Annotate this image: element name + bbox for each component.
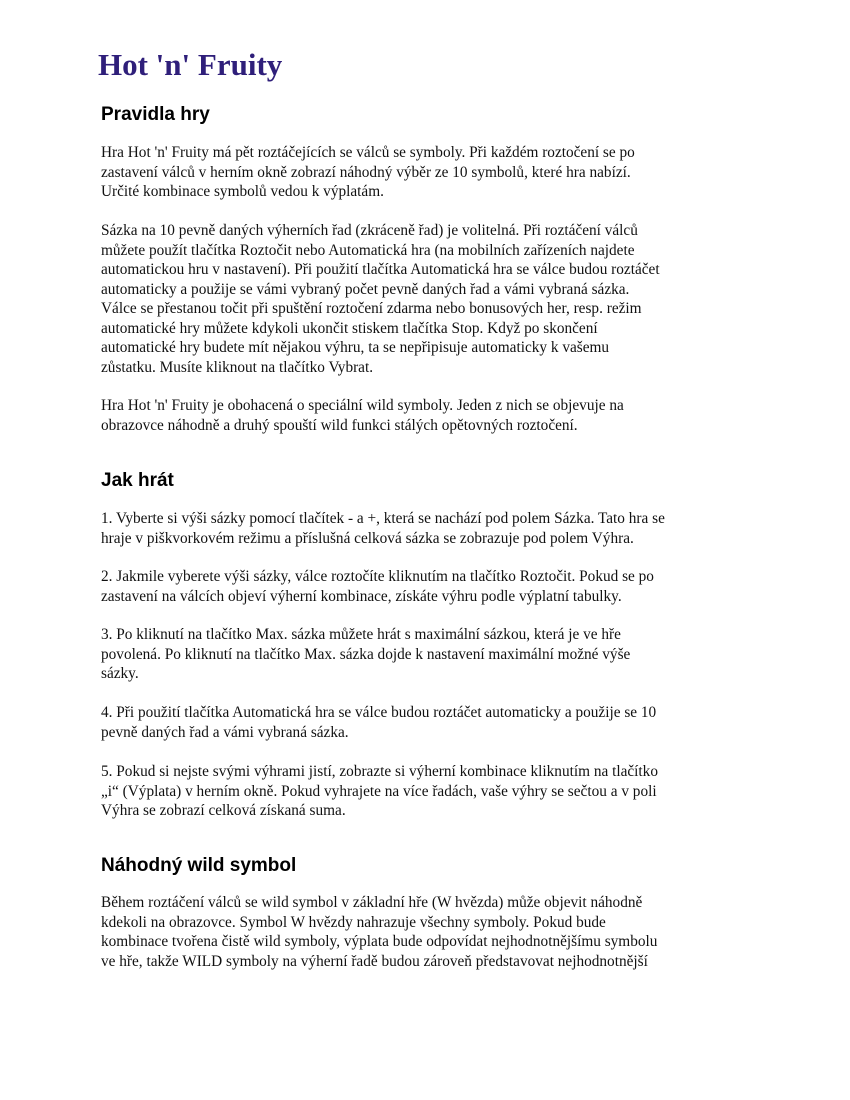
text-line: automatickou hru v nastavení). Při použití tlačítka Automatická hra se válce budou roztáčet bbox=[101, 261, 660, 278]
text-line: 4. Při použití tlačítka Automatická hra se válce budou roztáčet automaticky a použije se 10 bbox=[101, 704, 657, 721]
text-line: kombinace tvořena čistě wild symboly, výplata bude odpovídat nejhodnotnějšímu symbolu bbox=[101, 933, 658, 950]
text-line: „i“ (Výplata) v herním okně. Pokud vyhrajete na více řadách, vaše výhry se sečtou a v poli bbox=[101, 782, 657, 800]
paragraph bbox=[101, 396, 624, 435]
text-line: hraje v piškvorkovém režimu a příslušná celková sázka se zobrazuje pod polem Výhra. bbox=[101, 529, 634, 547]
document-title: Hot 'n' Fruity bbox=[98, 47, 283, 82]
text-line: Během roztáčení válců se wild symbol v základní hře (W hvězda) může objevit náhodně bbox=[101, 894, 643, 911]
text-line: Sázka na 10 pevně daných výherních řad (zkráceně řad) je volitelná. Při roztáčení válců bbox=[101, 222, 638, 239]
text-line: sázky. bbox=[101, 665, 139, 682]
text-line: Výhra se zobrazí celková získaná suma. bbox=[101, 802, 346, 819]
text-line: Hra Hot 'n' Fruity je obohacená o speciální wild symboly. Jeden z nich se objevuje na bbox=[101, 397, 624, 414]
text-line: 3. Po kliknutí na tlačítko Max. sázka můžete hrát s maximální sázkou, která je ve hře bbox=[101, 626, 621, 643]
text-line: Hra Hot 'n' Fruity má pět roztáčejících se válců se symboly. Při každém roztočení se po bbox=[101, 144, 635, 161]
section-heading: Jak hrát bbox=[101, 470, 174, 491]
paragraph bbox=[101, 221, 660, 377]
text-line: kdekoli na obrazovce. Symbol W hvězdy nahrazuje všechny symboly. Pokud bude bbox=[101, 913, 606, 931]
text-line: 1. Vyberte si výši sázky pomocí tlačítek - a +, která se nachází pod polem Sázka. Tato hra se bbox=[101, 510, 665, 527]
text-line: Určité kombinace symbolů vedou k výplatám. bbox=[101, 183, 384, 200]
paragraph bbox=[101, 567, 654, 606]
text-line: automatické hry můžete kdykoli ukončit stiskem tlačítka Stop. Když po skončení bbox=[101, 319, 598, 337]
paragraph bbox=[101, 893, 657, 971]
text-line: automatické hry budete mít nějakou výhru, ta se nepřipisuje automaticky k vašemu bbox=[101, 339, 610, 356]
text-line: automaticky a použije se vámi vybraný počet pevně daných řad a vámi vybraná sázka. bbox=[101, 280, 630, 298]
text-line: ve hře, takže WILD symboly na výherní řadě budou zároveň představovat nejhodnotnější bbox=[101, 952, 648, 970]
text-line: obrazovce náhodně a druhý spouští wild funkci stálých opětovných roztočení. bbox=[101, 416, 578, 434]
text-line: Válce se přestanou točit při spuštění roztočení zdarma nebo bonusových her, resp. režim bbox=[101, 300, 642, 317]
text-line: 5. Pokud si nejste svými výhrami jistí, zobrazte si výherní kombinace kliknutím na tlačítko bbox=[101, 763, 658, 780]
text-line: můžete použít tlačítka Roztočit nebo Automatická hra (na mobilních zařízeních najdete bbox=[101, 241, 635, 259]
paragraph bbox=[101, 703, 656, 742]
text-line: zastavení válců v herním okně zobrazí náhodný výběr ze 10 symbolů, které hra nabízí. bbox=[101, 163, 631, 181]
section-heading: Pravidla hry bbox=[101, 104, 210, 125]
paragraph bbox=[101, 625, 630, 684]
section-heading: Náhodný wild symbol bbox=[101, 855, 297, 876]
text-line: zastavení na válcích objeví výherní kombinace, získáte výhru podle výplatní tabulky. bbox=[101, 587, 622, 605]
paragraph bbox=[101, 143, 635, 202]
text-line: povolená. Po kliknutí na tlačítko Max. sázka dojde k nastavení maximální možné výše bbox=[101, 645, 631, 663]
paragraph bbox=[101, 762, 658, 821]
text-line: pevně daných řad a vámi vybraná sázka. bbox=[101, 723, 349, 741]
paragraph bbox=[101, 509, 665, 548]
text-line: 2. Jakmile vyberete výši sázky, válce roztočíte kliknutím na tlačítko Roztočit. Pokud se po bbox=[101, 568, 654, 585]
text-line: zůstatku. Musíte kliknout na tlačítko Vybrat. bbox=[101, 358, 374, 376]
